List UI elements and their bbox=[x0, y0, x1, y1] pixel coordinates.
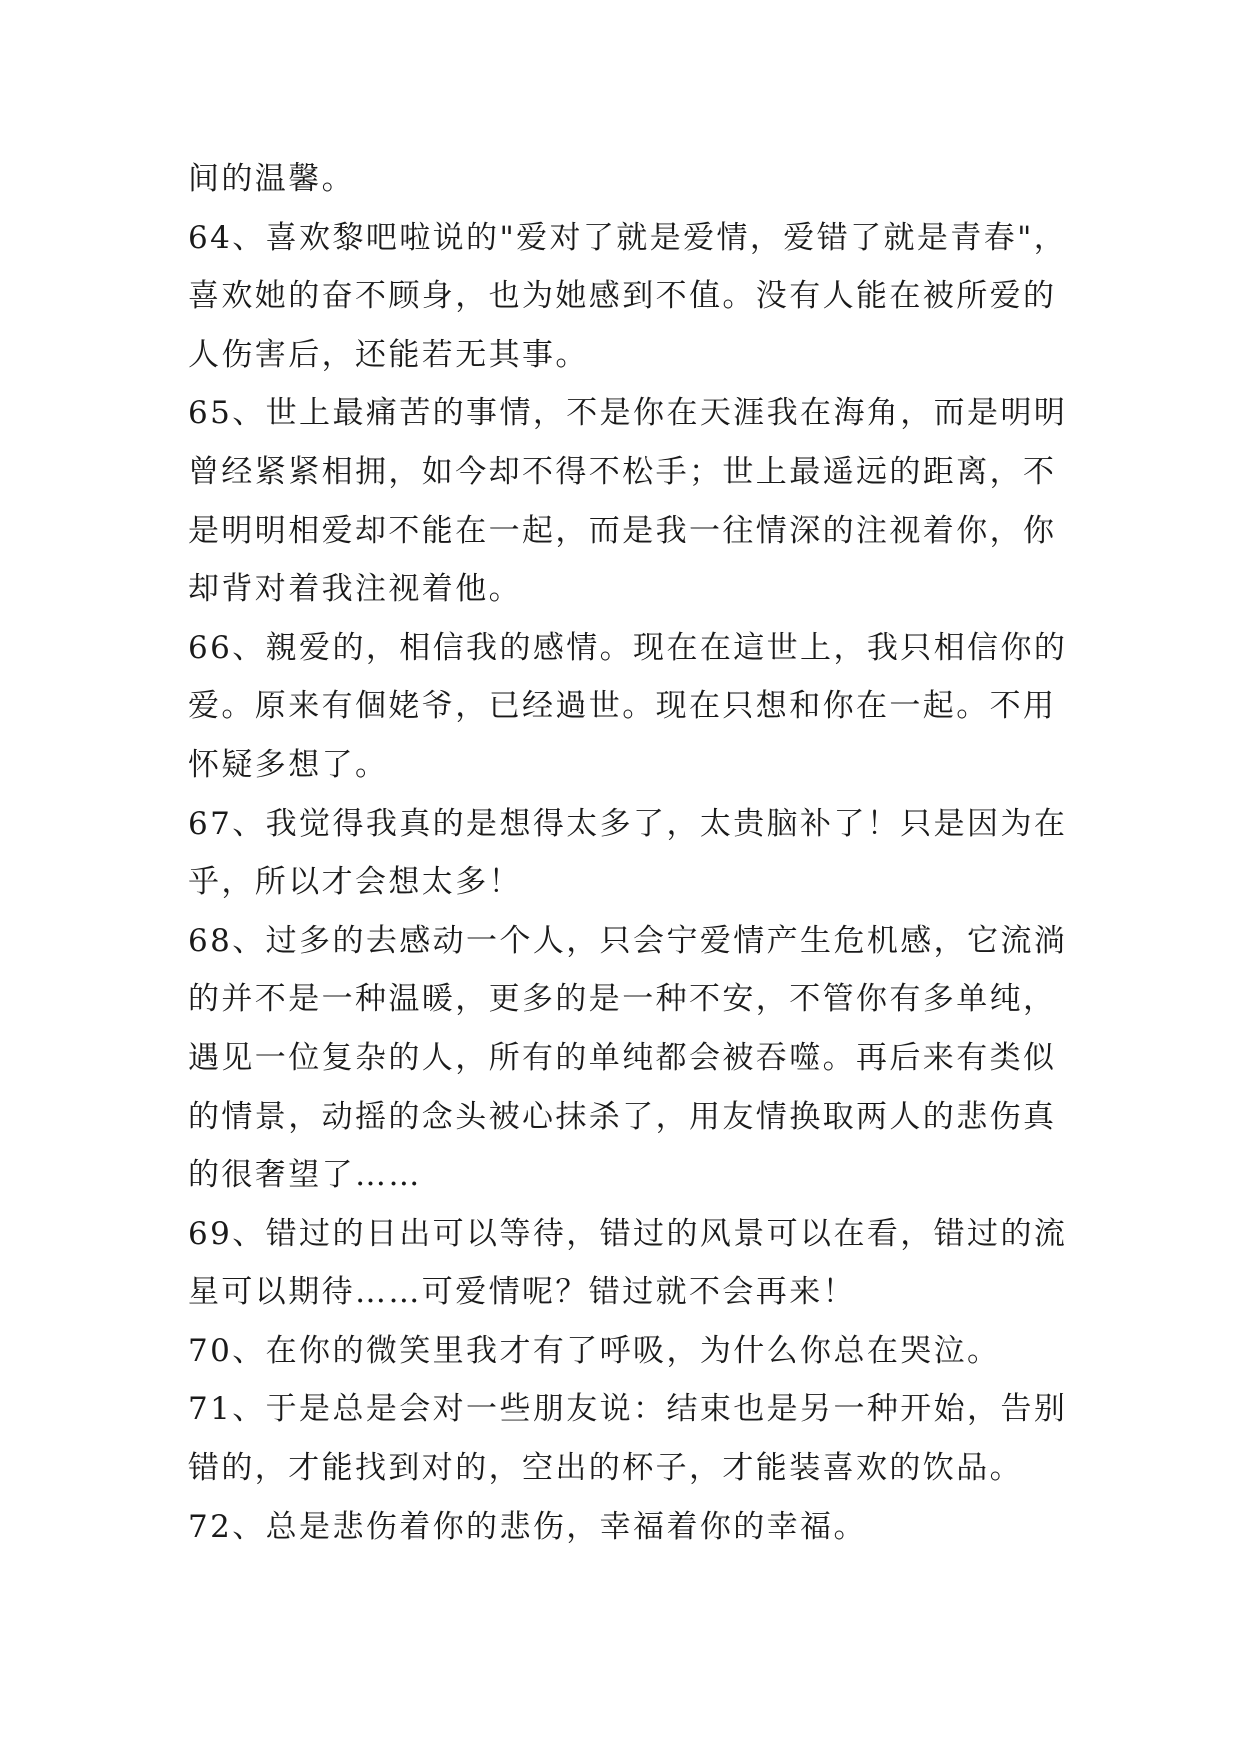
text-line: 65、世上最痛苦的事情，不是你在天涯我在海角，而是明明 bbox=[188, 395, 1068, 432]
text-line: 71、于是总是会对一些朋友说：结束也是另一种开始，告别 bbox=[188, 1391, 1068, 1428]
text-line: 星可以期待……可爱情呢？错过就不会再来！ bbox=[188, 1274, 856, 1311]
text-line: 曾经紧紧相拥，如今却不得不松手；世上最遥远的距离，不 bbox=[188, 453, 1057, 490]
text-line: 的情景，动摇的念头被心抹杀了，用友情换取两人的悲伤真 bbox=[188, 1098, 1057, 1135]
text-line: 乎，所以才会想太多！ bbox=[188, 864, 522, 901]
text-line: 72、总是悲伤着你的悲伤，幸福着你的幸福。 bbox=[188, 1508, 867, 1545]
document-body bbox=[188, 150, 1068, 1556]
text-line: 喜欢她的奋不顾身，也为她感到不值。没有人能在被所爱的 bbox=[188, 278, 1057, 315]
text-line: 是明明相爱却不能在一起，而是我一往情深的注视着你，你 bbox=[188, 512, 1057, 549]
text-line: 66、親爱的，相信我的感情。现在在這世上，我只相信你的 bbox=[188, 629, 1068, 666]
text-line: 的并不是一种温暖，更多的是一种不安，不管你有多单纯， bbox=[188, 981, 1057, 1018]
text-line: 70、在你的微笑里我才有了呼吸，为什么你总在哭泣。 bbox=[188, 1332, 1001, 1369]
text-line: 爱。原来有個姥爷，已经過世。现在只想和你在一起。不用 bbox=[188, 688, 1057, 725]
text-line: 却背对着我注视着他。 bbox=[188, 571, 522, 608]
text-line: 怀疑多想了。 bbox=[188, 746, 389, 783]
text-line: 64、喜欢黎吧啦说的"爱对了就是爱情，爱错了就是青春"， bbox=[188, 219, 1068, 256]
text-line: 人伤害后，还能若无其事。 bbox=[188, 336, 589, 373]
text-line: 间的温馨。 bbox=[188, 161, 355, 197]
text-line: 遇见一位复杂的人，所有的单纯都会被吞噬。再后来有类似 bbox=[188, 1039, 1057, 1076]
text-line: 67、我觉得我真的是想得太多了，太贵脑补了！只是因为在 bbox=[188, 805, 1068, 842]
text-line: 错的，才能找到对的，空出的杯子，才能装喜欢的饮品。 bbox=[188, 1450, 1023, 1487]
text-line: 69、错过的日出可以等待，错过的风景可以在看，错过的流 bbox=[188, 1215, 1068, 1252]
text-line: 的很奢望了…… bbox=[188, 1157, 422, 1194]
text-line: 68、过多的去感动一个人，只会宁爱情产生危机感，它流淌 bbox=[188, 922, 1068, 959]
